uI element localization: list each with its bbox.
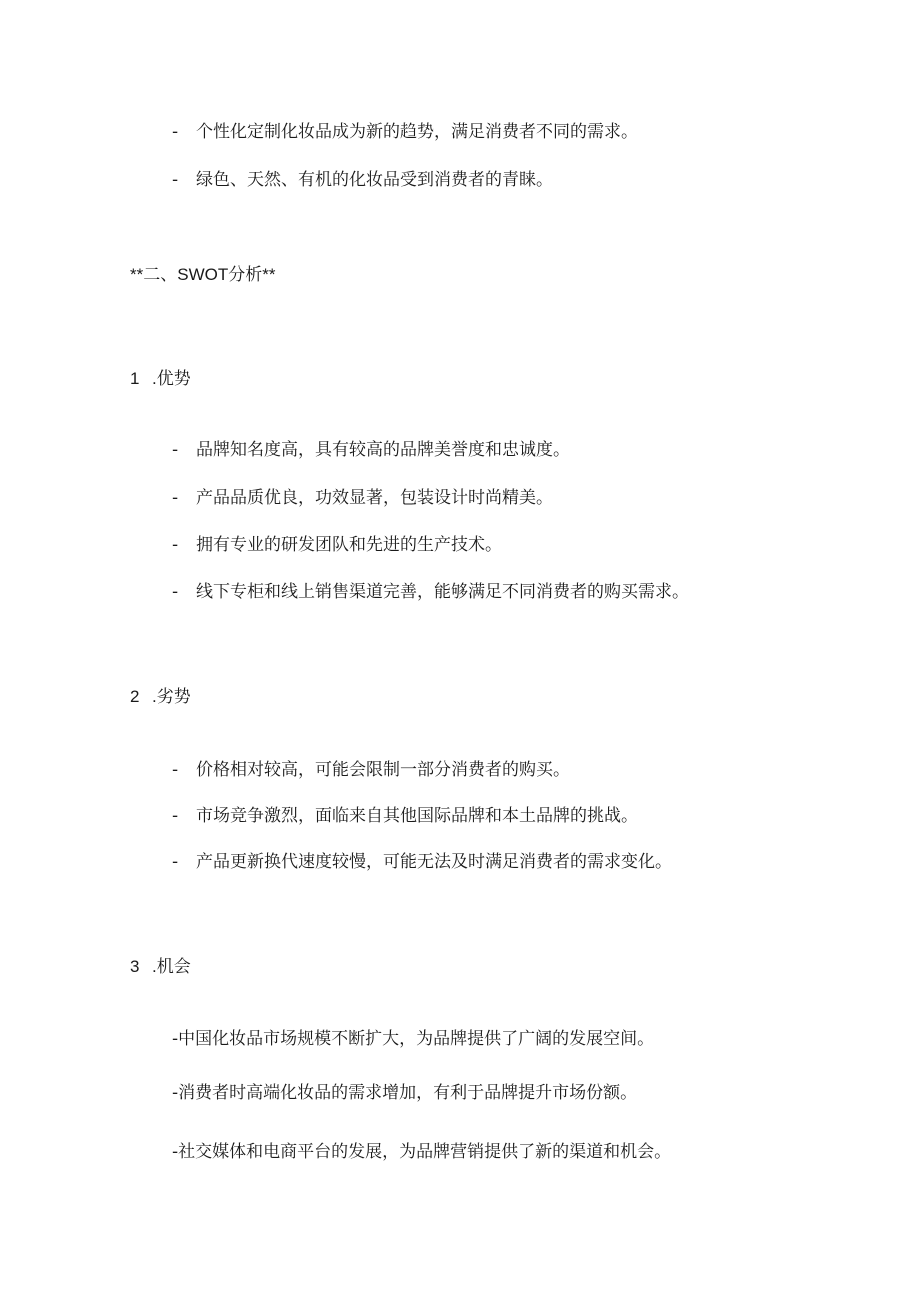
- list-item: [172, 487, 553, 509]
- bullet-dash: -: [172, 806, 179, 826]
- list-item: [172, 1082, 637, 1104]
- list-item: [172, 759, 570, 781]
- list-item: [172, 851, 672, 873]
- bullet-text: 个性化定制化妆品成为新的趋势，满足消费者不同的需求。: [196, 122, 638, 142]
- list-item: [172, 1028, 654, 1050]
- subsection-heading-opportunities: [130, 956, 191, 978]
- section-title: **二、SWOT分析**: [130, 265, 276, 284]
- bullet-text: 线下专柜和线上销售渠道完善，能够满足不同消费者的购买需求。: [196, 582, 689, 602]
- bullet-text: 品牌知名度高，具有较高的品牌美誉度和忠诚度。: [196, 440, 570, 460]
- bullet-dash: -: [172, 1029, 179, 1049]
- intro-bullet-1: [172, 121, 638, 143]
- bullet-dash: -: [172, 440, 179, 460]
- bullet-text: 价格相对较高，可能会限制一部分消费者的购买。: [196, 760, 570, 780]
- bullet-text: 中国化妆品市场规模不断扩大，为品牌提供了广阔的发展空间。: [178, 1029, 655, 1049]
- list-item: [172, 581, 689, 603]
- bullet-dash: -: [172, 1142, 179, 1162]
- bullet-text: 绿色、天然、有机的化妆品受到消费者的青睐。: [196, 170, 553, 190]
- intro-bullet-2: [172, 169, 553, 191]
- bullet-dash: -: [172, 488, 179, 508]
- list-item: [172, 1141, 671, 1163]
- subsection-heading-strengths: [130, 368, 191, 390]
- bullet-text: 社交媒体和电商平台的发展，为品牌营销提供了新的渠道和机会。: [178, 1142, 672, 1162]
- bullet-dash: -: [172, 582, 179, 602]
- bullet-dash: -: [172, 760, 179, 780]
- bullet-text: 产品品质优良，功效显著，包装设计时尚精美。: [196, 488, 553, 508]
- bullet-dash: -: [172, 535, 179, 555]
- subsection-title: .优势: [152, 369, 191, 388]
- bullet-text: 拥有专业的研发团队和先进的生产技术。: [196, 535, 502, 555]
- bullet-dash: -: [172, 122, 179, 142]
- bullet-text: 消费者时高端化妆品的需求增加，有利于品牌提升市场份额。: [178, 1083, 638, 1103]
- list-item: [172, 534, 502, 556]
- bullet-dash: -: [172, 852, 179, 872]
- subsection-heading-weaknesses: [130, 686, 191, 708]
- bullet-text: 市场竞争激烈，面临来自其他国际品牌和本土品牌的挑战。: [196, 806, 638, 826]
- subsection-number: 3: [130, 957, 140, 976]
- subsection-title: .劣势: [152, 687, 191, 706]
- bullet-text: 产品更新换代速度较慢，可能无法及时满足消费者的需求变化。: [196, 852, 672, 872]
- subsection-number: 1: [130, 369, 140, 388]
- list-item: [172, 439, 570, 461]
- list-item: [172, 805, 638, 827]
- bullet-dash: -: [172, 1083, 179, 1103]
- subsection-number: 2: [130, 687, 140, 706]
- subsection-title: .机会: [152, 957, 191, 976]
- bullet-dash: -: [172, 170, 179, 190]
